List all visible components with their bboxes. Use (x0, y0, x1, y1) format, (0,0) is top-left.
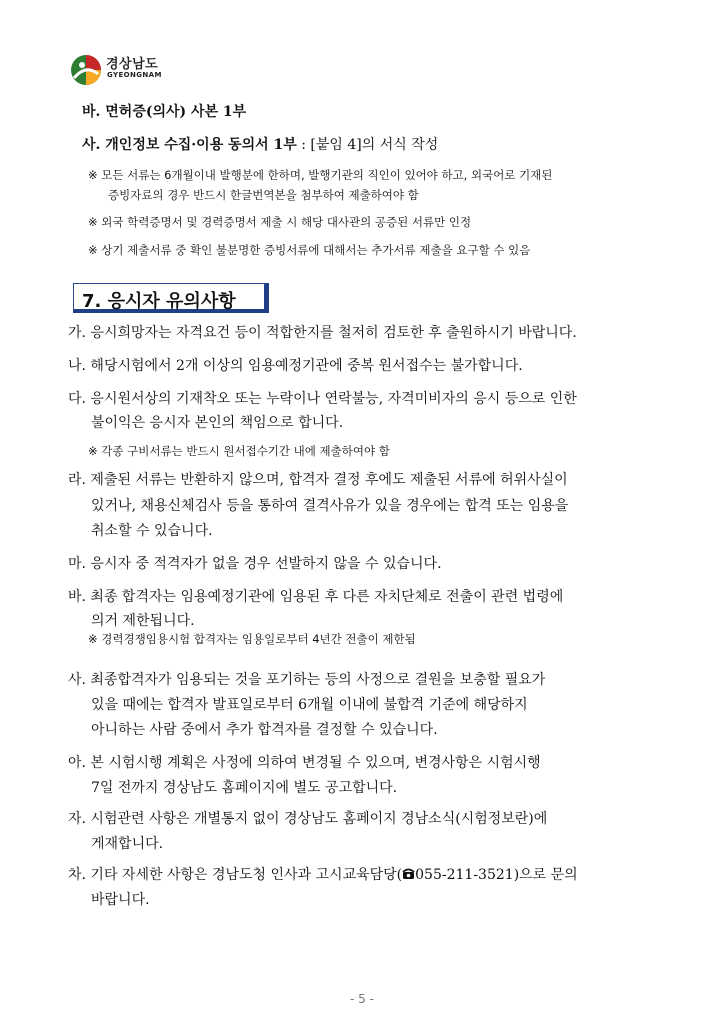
item-a-line2: 7일 전까지 경상남도 홈페이지에 별도 공고합니다. (91, 780, 398, 796)
item-ma: 마. 응시자 중 적격자가 없을 경우 선발하지 않을 수 있습니다. (68, 556, 442, 572)
item-da-note: ※ 각종 구비서류는 반드시 원서접수기간 내에 제출하여야 함 (88, 444, 390, 458)
section-title: 7. 응시자 유의사항 (82, 291, 236, 312)
item-ra-line3: 취소할 수 있습니다. (91, 523, 213, 539)
telephone-icon (402, 868, 415, 880)
item-ja-line1: 자. 시험관련 사항은 개별통지 없이 경상남도 홈페이지 경남소식(시험정보란)에 (68, 811, 548, 827)
item-a-line1: 아. 본 시험시행 계획은 사정에 의하여 변경될 수 있으며, 변경사항은 시험시행 (68, 755, 541, 771)
item-cha-phone: 055-211-3521 (415, 867, 514, 883)
item-ba-line2: 의거 제한됩니다. (91, 613, 195, 629)
item-sa-line1: 사. 최종합격자가 임용되는 것을 포기하는 등의 사정으로 결원을 보충할 필요가 (68, 672, 546, 688)
item-cha-text-b: )으로 문의 (513, 867, 578, 883)
doc-note-1-cont: 증빙자료의 경우 반드시 한글번역본을 첨부하여 제출하여야 함 (108, 188, 419, 202)
doc-note-1: ※ 모든 서류는 6개월이내 발행분에 한하며, 발행기관의 직인이 있어야 하고, 외국어로 기재된 (88, 168, 553, 182)
item-na: 나. 해당시험에서 2개 이상의 임용예정기관에 중복 원서접수는 불가합니다. (68, 358, 523, 374)
item-cha-line1 (68, 866, 578, 884)
item-ja-line2: 게재합니다. (91, 836, 164, 852)
item-ra-line2: 있거나, 채용신체검사 등을 통하여 결격사유가 있을 경우에는 합격 또는 임용을 (91, 498, 569, 514)
item-ga: 가. 응시희망자는 자격요건 등이 적합한지를 철저히 검토한 후 출원하시기 바랍니다. (68, 325, 577, 341)
item-cha-line2: 바랍니다. (91, 892, 150, 908)
doc-note-2: ※ 외국 학력증명서 및 경력증명서 제출 시 해당 대사관의 공증된 서류만 인정 (88, 215, 472, 229)
gyeongnam-logo (70, 52, 180, 88)
page-number: - 5 - (350, 992, 374, 1006)
item-sa-line3: 아니하는 사람 중에서 추가 합격자를 결정할 수 있습니다. (91, 722, 438, 738)
doc-item-sa (82, 136, 438, 154)
doc-item-sa-rest: : [붙임 4]의 서식 작성 (296, 137, 439, 153)
gyeongnam-emblem-icon (70, 54, 102, 86)
item-cha-text-a: 차. 기타 자세한 사항은 경남도청 인사과 고시교육담당( (68, 867, 403, 883)
logo-korean-text: 경상남도 (106, 57, 159, 72)
doc-note-3: ※ 상기 제출서류 중 확인 불분명한 증빙서류에 대해서는 추가서류 제출을 요구할 수 있음 (88, 243, 531, 257)
item-da-line2: 불이익은 응시자 본인의 책임으로 합니다. (91, 415, 344, 431)
item-ra-line1: 라. 제출된 서류는 반환하지 않으며, 합격자 결정 후에도 제출된 서류에 허위사실이 (68, 472, 568, 488)
doc-item-sa-bold: 사. 개인정보 수집·이용 동의서 1부 (82, 137, 297, 153)
item-ba-line1: 바. 최종 합격자는 임용예정기관에 임용된 후 다른 자치단체로 전출이 관련 법령에 (68, 589, 564, 605)
item-sa-line2: 있을 때에는 합격자 발표일로부터 6개월 이내에 불합격 기준에 해당하지 (91, 697, 528, 713)
section-heading-box (73, 283, 269, 313)
item-da-line1: 다. 응시원서상의 기재착오 또는 누락이나 연락불능, 자격미비자의 응시 등으로 인한 (68, 391, 577, 407)
logo-english-text: GYEONGNAM (107, 71, 162, 79)
item-ba-note: ※ 경력경쟁임용시험 합격자는 임용일로부터 4년간 전출이 제한됨 (88, 632, 416, 646)
doc-item-ba: 바. 면허증(의사) 사본 1부 (82, 104, 247, 120)
